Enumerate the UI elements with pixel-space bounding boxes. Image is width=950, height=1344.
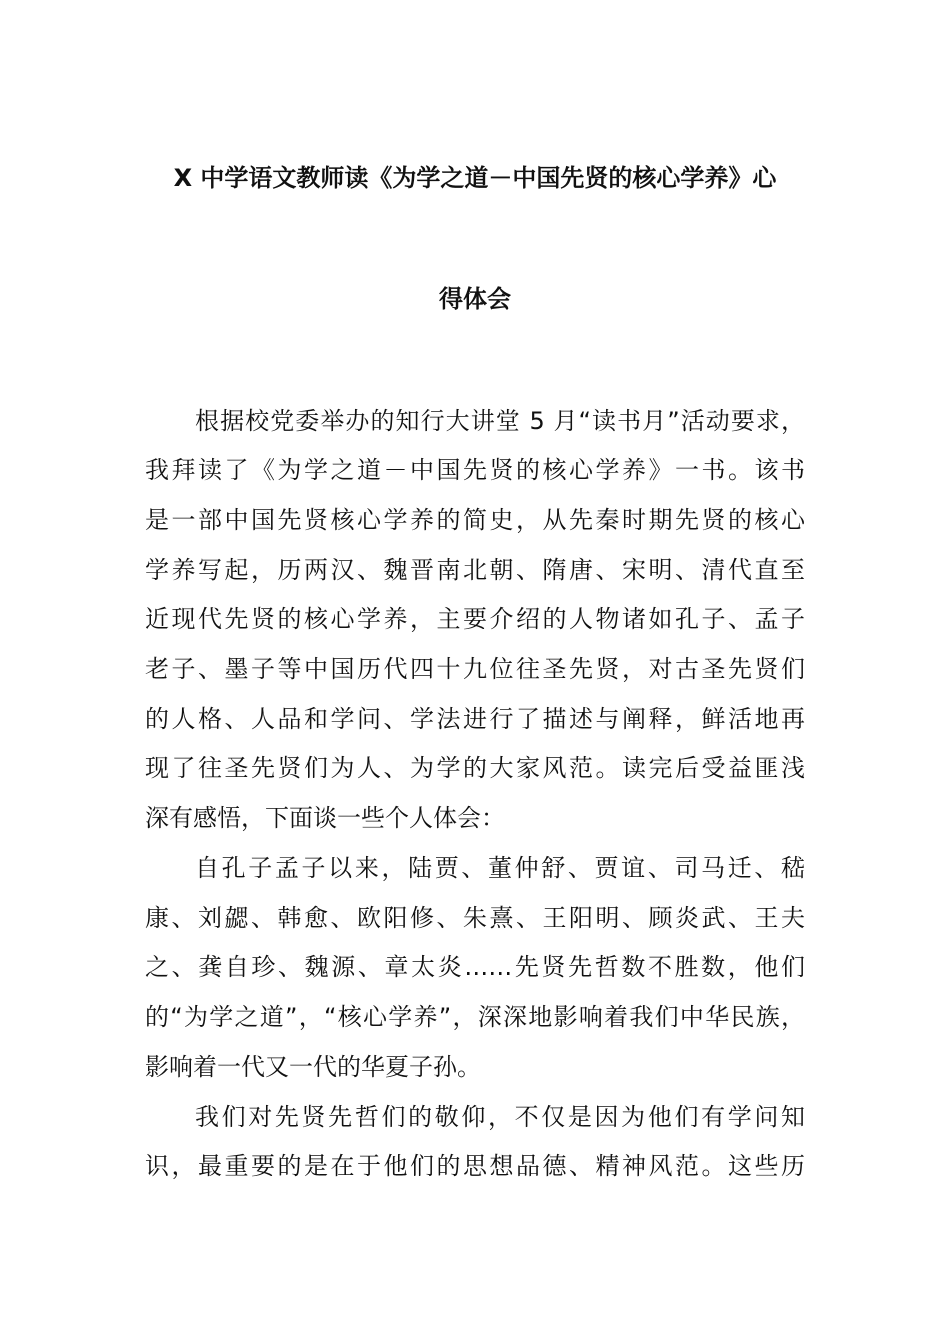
paragraph-1-line-1: 根据校党委举办的知行大讲堂 5 月“读书月”活动要求，	[195, 407, 805, 435]
paragraph-1-line-9: 深有感悟，下面谈一些个人体会：	[145, 804, 505, 832]
paragraph-1-line-2: 我拜读了《为学之道－中国先贤的核心学养》一书。该书	[145, 456, 805, 484]
document-title-line-2: 得体会	[439, 285, 511, 313]
paragraph-2-line-2: 康、刘勰、韩愈、欧阳修、朱熹、王阳明、顾炎武、王夫	[145, 904, 805, 932]
paragraph-2-line-4: 的“为学之道”，“核心学养”，深深地影响着我们中华民族，	[145, 1003, 805, 1031]
paragraph-1-line-6: 老子、墨子等中国历代四十九位往圣先贤，对古圣先贤们	[145, 655, 805, 683]
paragraph-1-line-8: 现了往圣先贤们为人、为学的大家风范。读完后受益匪浅	[145, 754, 805, 782]
paragraph-1-line-3: 是一部中国先贤核心学养的简史，从先秦时期先贤的核心	[145, 506, 805, 534]
paragraph-3-line-2: 识，最重要的是在于他们的思想品德、精神风范。这些历	[145, 1152, 805, 1180]
paragraph-2-line-1: 自孔子孟子以来，陆贾、董仲舒、贾谊、司马迁、嵇	[195, 854, 805, 882]
paragraph-3-line-1: 我们对先贤先哲们的敬仰，不仅是因为他们有学问知	[195, 1103, 805, 1131]
paragraph-1-line-5: 近现代先贤的核心学养，主要介绍的人物诸如孔子、孟子	[145, 605, 805, 633]
paragraph-2-line-5: 影响着一代又一代的华夏子孙。	[145, 1053, 481, 1081]
paragraph-2-line-3: 之、龚自珍、魏源、章太炎……先贤先哲数不胜数，他们	[145, 953, 805, 981]
document-title-line-1: X 中学语文教师读《为学之道－中国先贤的核心学养》心	[173, 164, 777, 192]
paragraph-1-line-7: 的人格、人品和学问、学法进行了描述与阐释，鲜活地再	[145, 705, 805, 733]
paragraph-1-line-4: 学养写起，历两汉、魏晋南北朝、隋唐、宋明、清代直至	[145, 556, 805, 584]
